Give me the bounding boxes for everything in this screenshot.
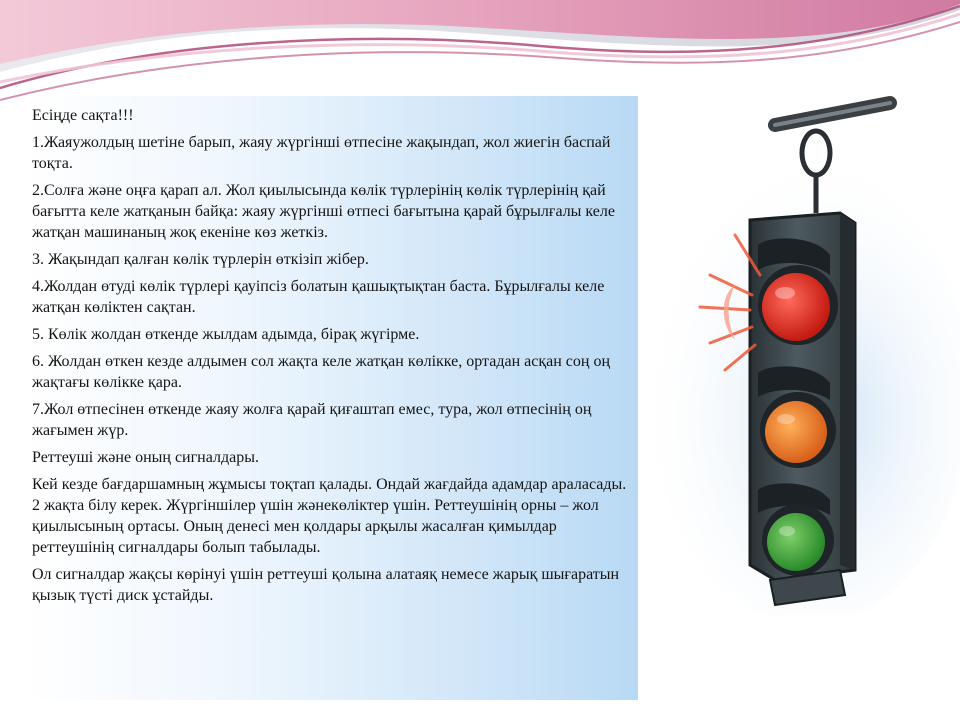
text-panel: [26, 96, 638, 700]
rule-7: 7.Жол өтпесінен өткенде жаяу жолға қарай қиғаштап емес, тура, жол өтпесінің оң жағымен жүр.: [32, 401, 592, 439]
regulator-tools-paragraph: Ол сигналдар жақсы көрінуі үшін реттеуші қолына алатаяқ немесе жарық шығаратын қызық түсті диск ұстайды.: [32, 566, 620, 604]
decorative-swoosh-header: [0, 0, 960, 110]
rule-1: 1.Жаяужолдың шетіне барып, жаяу жүргінші өтпесіне жақындап, жол жиегін баспай тоқта.: [32, 134, 611, 172]
rule-5: 5. Көлік жолдан өткенде жылдам адымда, бірақ жүгірме.: [32, 326, 420, 343]
regulator-paragraph: Кей кезде бағдаршамның жұмысы тоқтап қалады. Ондай жағдайда адамдар араласады. 2 жақта білу керек. Жүргіншілер үшін жәнекөліктер үшін. Реттеушінің орны – жол қиылысының ортасы. Оның денесі мен қолдары арқылы жасалған қимылдар реттеушінің сигналдары болып табылады.: [32, 476, 627, 556]
rule-3: 3. Жақындап қалған көлік түрлерін өткізіп жібер.: [32, 251, 369, 268]
rule-6: 6. Жолдан өткен кезде алдымен сол жақта келе жатқан көлікке, ортадан асқан соң оң жақтағы көлікке қара.: [32, 353, 611, 391]
heading-regulator: Реттеуші және оның сигналдары.: [32, 449, 259, 466]
rule-4: 4.Жолдан өтуді көлік түрлері қауіпсіз болатын қашықтықтан баста. Бұрылғалы келе жатқан көліктен сақтан.: [32, 278, 605, 316]
traffic-light-icon: [640, 95, 960, 615]
heading-remember: Есіңде сақта!!!: [32, 107, 134, 124]
rule-2: 2.Солға және оңға қарап ал. Жол қиылысында көлік түрлерінің көлік түрлерінің қай бағытта келе жатқанын байқа: жаяу жүргінші өтпесі бағытына қарай бұрылғалы келе жатқан машинаның жоқ екеніне көз жеткіз.: [32, 182, 615, 241]
